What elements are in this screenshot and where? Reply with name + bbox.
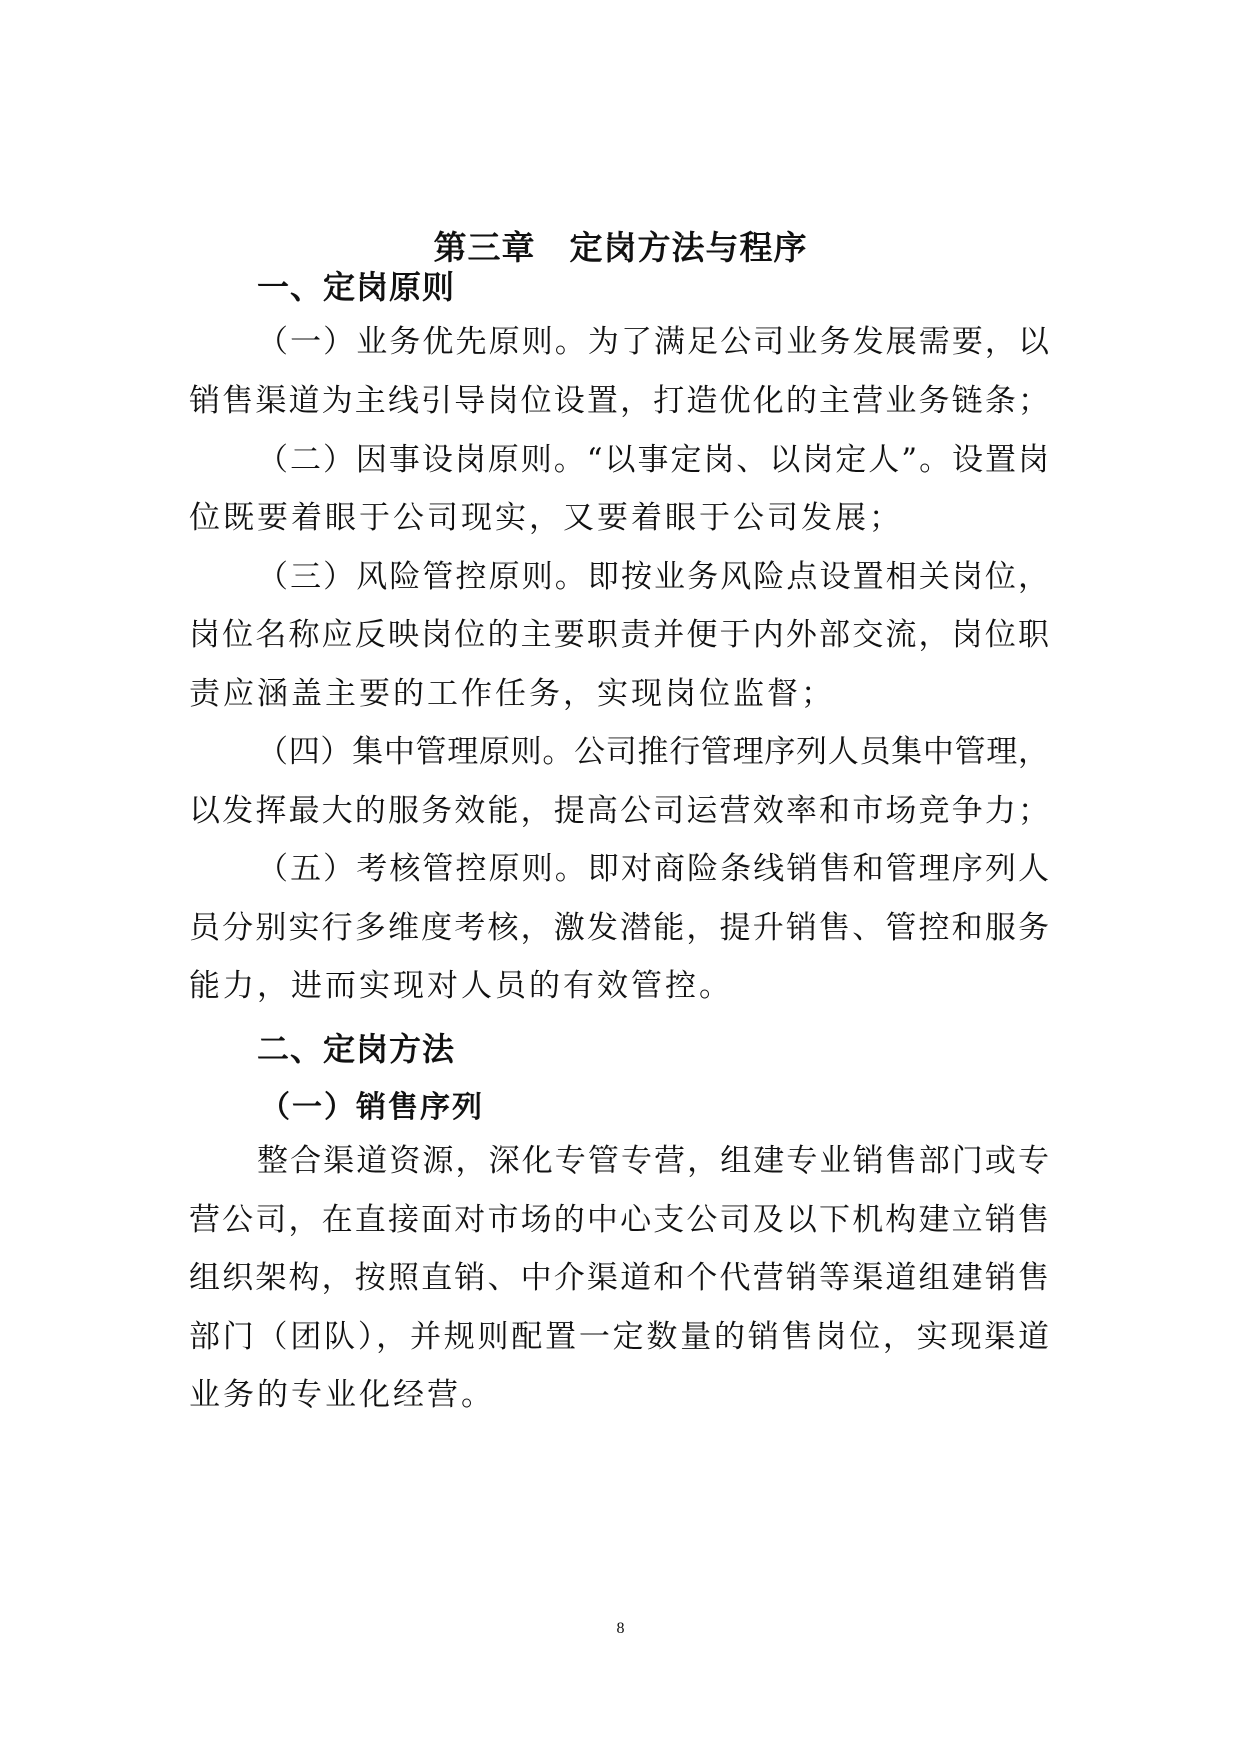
paragraph-line: 销售渠道为主线引导岗位设置，打造优化的主营业务链条； xyxy=(189,383,1049,419)
paragraph-line: 部门（团队），并规则配置一定数量的销售岗位，实现渠道 xyxy=(189,1319,1049,1355)
paragraph-line: （一）业务优先原则。为了满足公司业务发展需要，以 xyxy=(257,324,1049,360)
paragraph-line: 营公司，在直接面对市场的中心支公司及以下机构建立销售 xyxy=(189,1202,1049,1238)
subsection-heading-sales: （一）销售序列 xyxy=(260,1090,484,1125)
paragraph-line: 以发挥最大的服务效能，提高公司运营效率和市场竞争力； xyxy=(189,793,1049,829)
paragraph-line: （四）集中管理原则。公司推行管理序列人员集中管理， xyxy=(257,734,1049,770)
paragraph-line: 员分别实行多维度考核，激发潜能，提升销售、管控和服务 xyxy=(189,910,1049,946)
paragraph-line: 岗位名称应反映岗位的主要职责并便于内外部交流，岗位职 xyxy=(189,617,1049,653)
paragraph-line: 责应涵盖主要的工作任务，实现岗位监督； xyxy=(189,676,835,712)
paragraph-line: （五）考核管控原则。即对商险条线销售和管理序列人 xyxy=(257,851,1049,887)
page-number: 8 xyxy=(616,1620,625,1637)
paragraph-line: 能力，进而实现对人员的有效管控。 xyxy=(189,968,733,1004)
section-heading-methods: 二、定岗方法 xyxy=(257,1030,456,1068)
paragraph-line: 整合渠道资源，深化专管专营，组建专业销售部门或专 xyxy=(257,1143,1049,1179)
paragraph-line: 组织架构，按照直销、中介渠道和个代营销等渠道组建销售 xyxy=(189,1260,1049,1296)
paragraph-line: （三）风险管控原则。即按业务风险点设置相关岗位， xyxy=(257,559,1049,595)
paragraph-line: 业务的专业化经营。 xyxy=(189,1377,495,1413)
section-heading-principles: 一、定岗原则 xyxy=(257,268,456,306)
paragraph-line: （二）因事设岗原则。“以事定岗、以岗定人”。设置岗 xyxy=(257,442,1049,478)
chapter-title: 第三章 定岗方法与程序 xyxy=(433,228,808,267)
paragraph-line: 位既要着眼于公司现实，又要着眼于公司发展； xyxy=(189,500,903,536)
